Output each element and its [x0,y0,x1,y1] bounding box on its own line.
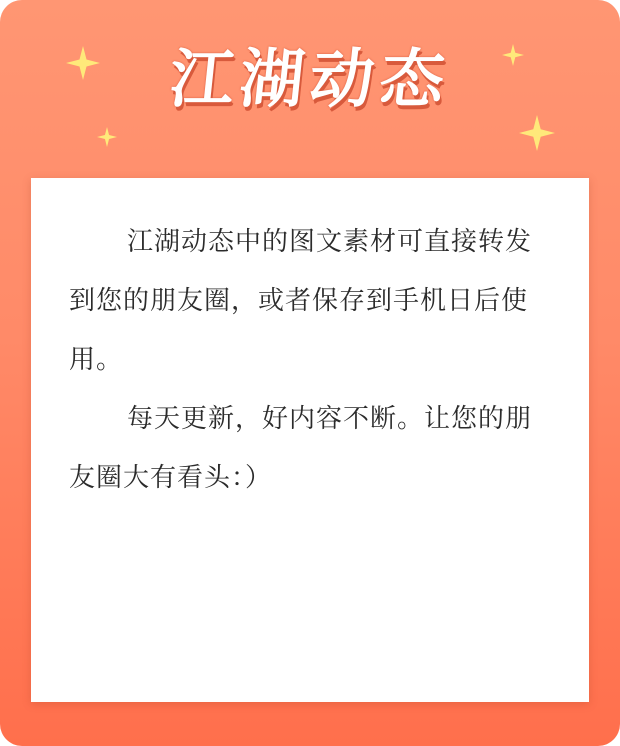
paragraph-update: 每天更新，好内容不断。让您的朋友圈大有看头：） [69,404,533,493]
page-title: 江湖动态 [166,43,454,117]
content-panel [31,178,589,702]
sparkle-star-icon [519,115,555,151]
paragraph-intro: 江湖动态中的图文素材可直接转发到您的朋友圈，或者保存到手机日后使用。 [69,227,533,375]
content-text [31,213,589,508]
sparkle-star-icon [97,127,117,147]
